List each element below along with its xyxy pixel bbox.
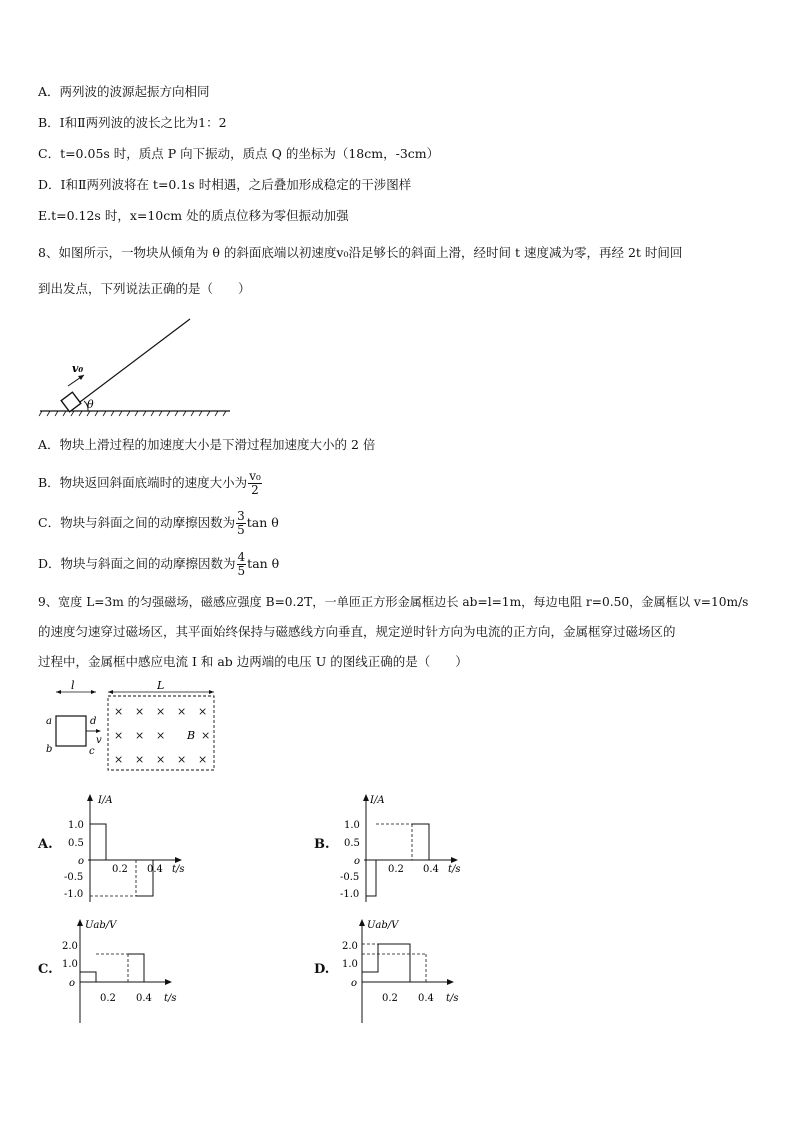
x-axis-label: t/s [448,864,461,875]
velocity-label: v₀ [72,362,84,375]
x-axis-label: t/s [164,993,177,1004]
y-tick: o [351,978,358,989]
x-tick: 0.2 [112,864,128,875]
q8-stem-line1: 8、如图所示，一物块从倾角为 θ 的斜面底端以初速度v₀沿足够长的斜面上滑，经时间 t 速度减为零，再经 2t 时间回 [38,245,683,260]
l-label: l [71,679,75,692]
svg-text:×: × [177,705,187,718]
y-tick: -0.5 [64,872,84,883]
x-tick: 0.2 [100,993,116,1004]
y-tick: 1.0 [68,820,84,831]
fraction-denominator: 2 [251,483,259,497]
q8-option-c [38,506,279,540]
q7-option-d: D．Ⅰ和Ⅱ两列波将在 t=0.1s 时相遇，之后叠加形成稳定的干涉图样 [38,177,412,192]
x-tick: 0.4 [418,993,434,1004]
q8-option-c-fraction [236,510,246,537]
svg-text:×: × [177,753,187,766]
y-tick: 2.0 [342,941,358,952]
big-l-label: L [157,679,165,692]
q7-option-a: A．两列波的波源起振方向相同 [38,84,210,99]
q8-option-b-text: B．物块返回斜面底端时的速度大小为 [38,475,248,490]
y-tick: o [354,856,361,867]
svg-text:×: × [156,729,166,742]
x-tick: 0.4 [136,993,152,1004]
graph-c-ylabel: Uab/V [85,920,117,931]
y-tick: -1.0 [340,889,360,900]
q8-option-d-text: D．物块与斜面之间的动摩擦因数为 [38,556,236,571]
x-tick: 0.2 [382,993,398,1004]
x-tick: 0.4 [147,864,163,875]
velocity-v-label: v [96,735,102,746]
graph-d [336,915,476,1027]
svg-text:×: × [201,729,211,742]
svg-text:×: × [198,753,208,766]
y-tick: 0.5 [68,838,84,849]
y-tick: 1.0 [62,959,78,970]
graph-b [336,790,476,910]
x-axis-label: t/s [172,864,185,875]
y-tick: 0.5 [344,838,360,849]
corner-c-label: c [89,746,95,757]
q9-stem-line3: 过程中，金属框中感应电流 I 和 ab 边两端的电压 U 的图线正确的是（ ） [38,654,468,669]
x-tick: 0.2 [388,864,404,875]
graph-d-label: D. [314,962,330,977]
fraction-numerator: v₀ [249,469,261,483]
q8-option-b [38,466,263,500]
square-frame [56,716,86,746]
fraction-numerator: 4 [237,550,246,564]
fraction-denominator: 5 [237,523,245,537]
y-tick: -0.5 [340,872,360,883]
graph-a-ylabel: I/A [98,795,113,806]
fraction-denominator: 5 [237,564,246,578]
graph-b-label: B. [314,837,330,852]
svg-text:×: × [135,753,145,766]
svg-text:×: × [114,753,124,766]
corner-b-label: b [46,744,53,755]
block-shape [61,392,81,412]
q8-option-d-fraction [237,551,247,578]
graph-c-label: C. [38,962,53,977]
svg-text:×: × [135,729,145,742]
x-axis-label: t/s [446,993,459,1004]
field-b-label: B [187,729,196,742]
q8-option-a: A．物块上滑过程的加速度大小是下滑过程加速度大小的 2 倍 [38,437,376,452]
q8-option-b-fraction [248,470,262,497]
svg-text:×: × [114,729,124,742]
x-tick: 0.4 [423,864,439,875]
angle-theta-label: θ [87,398,94,411]
svg-text:×: × [114,705,124,718]
graph-d-ylabel: Uab/V [367,920,399,931]
q9-stem-line2: 的速度匀速穿过磁场区，其平面始终保持与磁感线方向垂直，规定逆时针方向为电流的正方向，金属框穿过磁场区的 [38,624,676,639]
graph-b-ylabel: I/A [370,795,385,806]
q7-option-e: E.t=0.12s 时，x=10cm 处的质点位移为零但振动加强 [38,208,349,223]
svg-text:×: × [198,705,208,718]
corner-a-label: a [46,716,52,727]
q7-option-c: C．t=0.05s 时，质点 P 向下振动，质点 Q 的坐标为（18cm，-3cm） [38,146,440,161]
field-crosses [114,705,210,766]
y-tick: 2.0 [62,941,78,952]
q8-incline-figure [38,315,238,420]
q8-option-d-suffix: tan θ [247,556,280,571]
q8-option-c-suffix: tan θ [246,515,279,530]
q9-stem-line1: 9、宽度 L=3m 的匀强磁场，磁感应强度 B=0.2T，一单匝正方形金属框边长 ab=l=1m，每边电阻 r=0.50，金属框以 v=10m/s [38,595,749,609]
q8-option-d [38,547,279,581]
q8-stem-line2: 到出发点，下列说法正确的是（ ） [38,281,251,296]
y-tick: o [78,856,85,867]
y-tick: 1.0 [344,820,360,831]
svg-text:×: × [135,705,145,718]
y-tick: o [69,978,76,989]
svg-text:×: × [156,705,166,718]
svg-text:×: × [156,753,166,766]
q9-field-figure [42,679,222,774]
fraction-numerator: 3 [237,509,245,523]
q8-option-c-text: C．物块与斜面之间的动摩擦因数为 [38,515,236,530]
y-tick: -1.0 [64,889,84,900]
y-tick: 1.0 [342,959,358,970]
corner-d-label: d [90,716,97,727]
graph-c [60,915,200,1027]
graph-a [60,790,200,910]
q7-option-b: B．Ⅰ和Ⅱ两列波的波长之比为1：2 [38,115,227,130]
graph-a-label: A. [38,837,53,852]
